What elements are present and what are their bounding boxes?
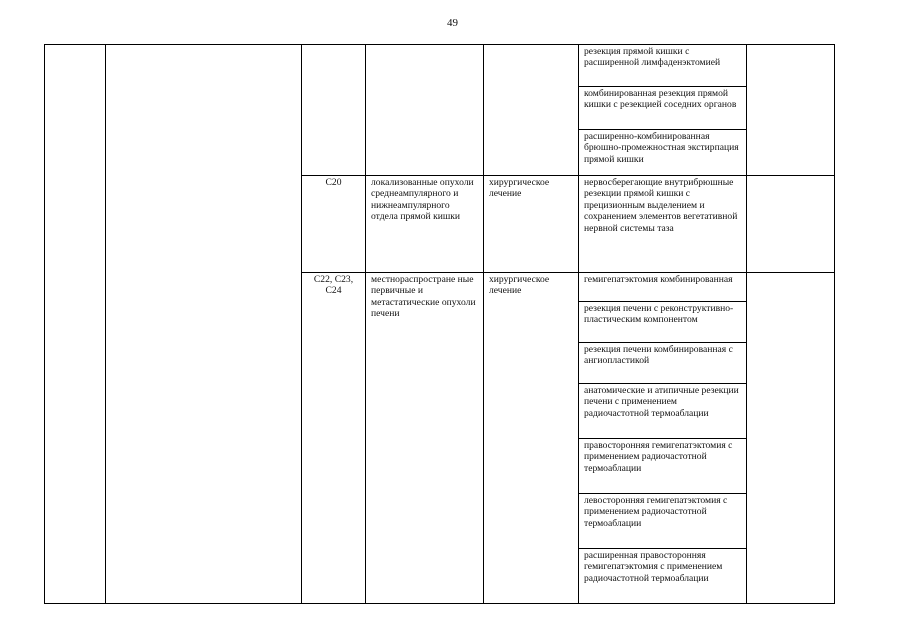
treatment-cell bbox=[484, 45, 579, 176]
extra-cell bbox=[747, 176, 835, 273]
treatment-table bbox=[44, 44, 835, 604]
condition-cell: местнораспростране ные первичные и метастатические опухоли печени bbox=[366, 273, 484, 604]
method-cell: правосторонняя гемигепатэктомия с применением радиочастотной термоаблации bbox=[579, 439, 747, 494]
treatment-cell: хирургическое лечение bbox=[484, 273, 579, 604]
code-cell bbox=[302, 45, 366, 176]
extra-cell bbox=[747, 45, 835, 176]
method-cell: комбинированная резекция прямой кишки с резекцией соседних органов bbox=[579, 87, 747, 130]
method-cell: нервосберегающие внутрибрюшные резекции прямой кишки с прецизионным выделением и сохранением элементов вегетативной нервной системы таза bbox=[579, 176, 747, 273]
condition-cell: локализованные опухоли среднеампулярного и нижнеампулярного отдела прямой кишки bbox=[366, 176, 484, 273]
method-cell: резекция прямой кишки с расширенной лимфаденэктомией bbox=[579, 45, 747, 87]
group-name-cell bbox=[106, 45, 302, 604]
method-cell: расширенная правосторонняя гемигепатэктомия с применением радиочастотной термоаблации bbox=[579, 549, 747, 604]
treatment-cell: хирургическое лечение bbox=[484, 176, 579, 273]
extra-cell bbox=[747, 273, 835, 604]
code-cell: C20 bbox=[302, 176, 366, 273]
code-cell: C22, C23, C24 bbox=[302, 273, 366, 604]
method-cell: гемигепатэктомия комбинированная bbox=[579, 273, 747, 302]
method-cell: анатомические и атипичные резекции печени с применением радиочастотной термоаблации bbox=[579, 384, 747, 439]
method-cell: резекция печени комбинированная с ангиопластикой bbox=[579, 343, 747, 384]
number-cell bbox=[45, 45, 106, 604]
method-cell: левосторонняя гемигепатэктомия с применением радиочастотной термоаблации bbox=[579, 494, 747, 549]
method-cell: расширенно-комбинированная брюшно-промежностная экстирпация прямой кишки bbox=[579, 130, 747, 176]
table-row bbox=[45, 45, 835, 87]
condition-cell bbox=[366, 45, 484, 176]
page-number: 49 bbox=[447, 17, 458, 29]
method-cell: резекция печени с реконструктивно-пластическим компонентом bbox=[579, 302, 747, 343]
